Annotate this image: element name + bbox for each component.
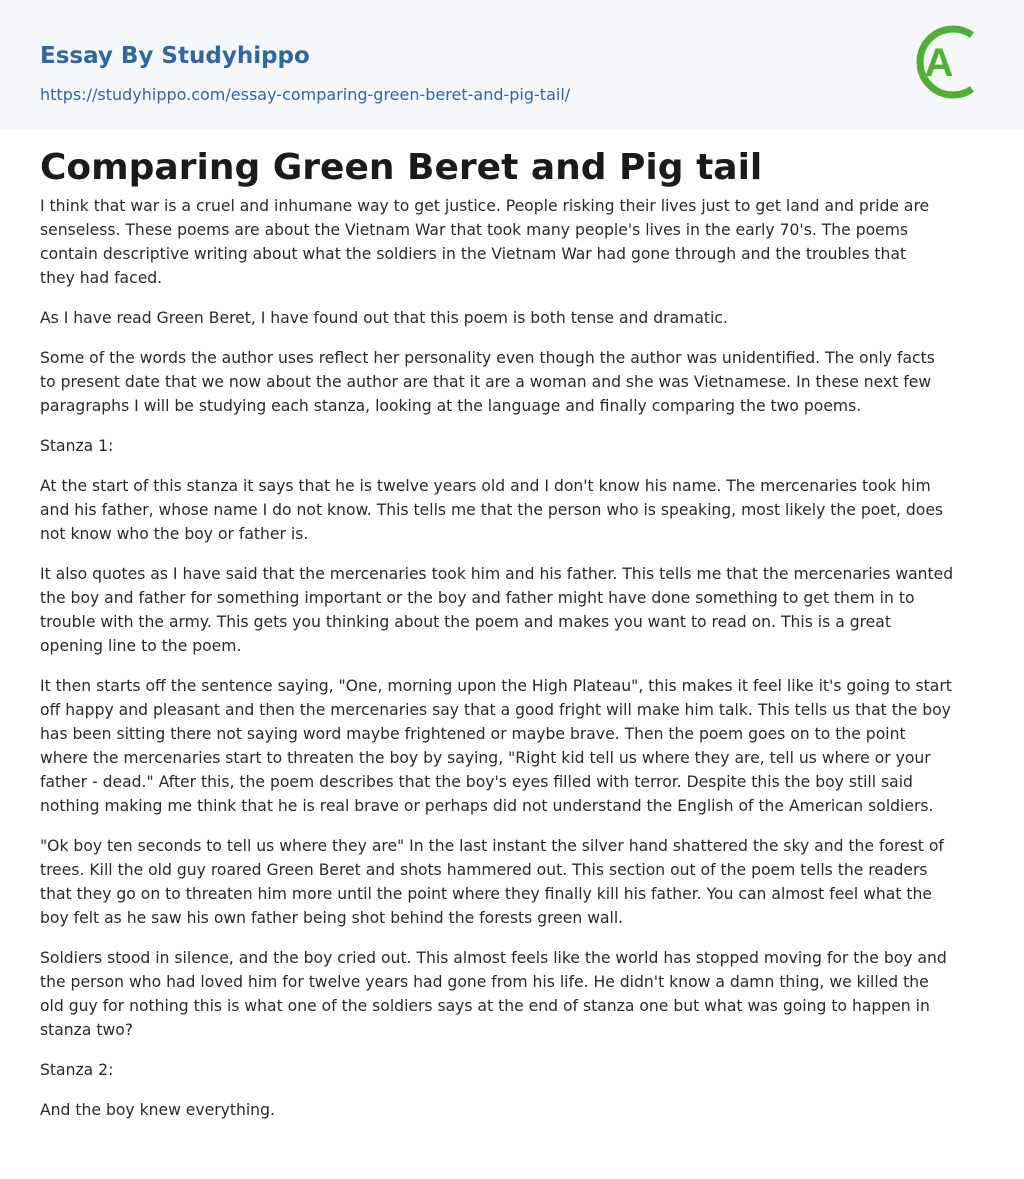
paragraph-line: senseless. These poems are about the Vietnam War that took many people's lives in the early 70's. The poems <box>40 221 909 239</box>
paragraph-line: they had faced. <box>40 269 163 287</box>
paragraph-line: that they go on to threaten him more until the point where they finally kill his father. You can almost feel what the <box>40 885 933 903</box>
paragraph-line: boy felt as he saw his own father being shot behind the forests green wall. <box>40 909 624 927</box>
paragraph-line: the person who had loved him for twelve years had gone from his life. He didn't know a damn thing, we killed the <box>40 973 929 991</box>
paragraph-line: opening line to the poem. <box>40 637 242 655</box>
paragraph-line: At the start of this stanza it says that he is twelve years old and I don't know his name. The mercenaries took him <box>40 477 931 495</box>
paragraph-line: And the boy knew everything. <box>40 1101 275 1119</box>
page-title: Comparing Green Beret and Pig tail <box>40 147 763 188</box>
paragraph-line: the boy and father for something important or the boy and father might have done something to get them in to <box>40 589 915 607</box>
paragraph-line: "Ok boy ten seconds to tell us where they are" In the last instant the silver hand shattered the sky and the forest of <box>40 837 944 855</box>
paragraph-line: Stanza 2: <box>40 1061 114 1079</box>
paragraph-line: and his father, whose name I do not know. This tells me that the person who is speaking, most likely the poet, does <box>40 501 944 519</box>
article-paragraph <box>40 1098 984 1122</box>
source-link[interactable]: https://studyhippo.com/essay-comparing-green-beret-and-pig-tail/ <box>40 85 571 104</box>
article-paragraph <box>40 946 984 1042</box>
paragraph-line: off happy and pleasant and then the mercenaries say that a good fright will make him talk. This tells us that the boy <box>40 701 951 719</box>
site-brand[interactable]: Essay By Studyhippo <box>40 43 310 69</box>
logo-letter: A <box>924 41 954 85</box>
paragraph-line: Stanza 1: <box>40 437 114 455</box>
paragraph-line: where the mercenaries start to threaten the boy by saying, "Right kid tell us where they are, tell us where or your <box>40 749 931 767</box>
paragraph-line: contain descriptive writing about what the soldiers in the Vietnam War had gone through and the troubles that <box>40 245 907 263</box>
article-paragraph <box>40 306 984 330</box>
paragraph-line: father - dead." After this, the poem describes that the boy's eyes filled with terror. Despite this the boy still said <box>40 773 913 791</box>
paragraph-line: I think that war is a cruel and inhumane way to get justice. People risking their lives just to get land and pride are <box>40 197 930 215</box>
article-body <box>40 194 984 1138</box>
paragraph-line: Some of the words the author uses reflect her personality even though the author was unidentified. The only facts <box>40 349 935 367</box>
paragraph-line: paragraphs I will be studying each stanza, looking at the language and finally comparing the two poems. <box>40 397 862 415</box>
paragraph-line: trouble with the army. This gets you thinking about the poem and makes you want to read on. This is a great <box>40 613 891 631</box>
article-paragraph <box>40 194 984 290</box>
paragraph-line: not know who the boy or father is. <box>40 525 309 543</box>
paragraph-line: trees. Kill the old guy roared Green Beret and shots hammered out. This section out of the poem tells the readers <box>40 861 928 879</box>
paragraph-line: As I have read Green Beret, I have found out that this poem is both tense and dramatic. <box>40 309 728 327</box>
article-paragraph <box>40 474 984 546</box>
studyhippo-logo-icon[interactable] <box>912 19 986 105</box>
article-paragraph <box>40 346 984 418</box>
paragraph-line: Soldiers stood in silence, and the boy cried out. This almost feels like the world has stopped moving for the boy and <box>40 949 947 967</box>
article-paragraph <box>40 834 984 930</box>
paragraph-line: stanza two? <box>40 1021 134 1039</box>
paragraph-line: old guy for nothing this is what one of the soldiers says at the end of stanza one but what was going to happen in <box>40 997 930 1015</box>
article-paragraph <box>40 562 984 658</box>
article-paragraph <box>40 1058 984 1082</box>
paragraph-line: nothing making me think that he is real brave or perhaps did not understand the English of the American soldiers. <box>40 797 934 815</box>
article-paragraph <box>40 674 984 818</box>
paragraph-line: It then starts off the sentence saying, "One, morning upon the High Plateau", this makes it feel like it's going to start <box>40 677 952 695</box>
paragraph-line: It also quotes as I have said that the mercenaries took him and his father. This tells me that the mercenaries wanted <box>40 565 954 583</box>
article-paragraph <box>40 434 984 458</box>
paragraph-line: to present date that we now about the author are that it are a woman and she was Vietnamese. In these next few <box>40 373 932 391</box>
paragraph-line: has been sitting there not saying word maybe frightened or maybe brave. Then the poem goes on to the point <box>40 725 906 743</box>
